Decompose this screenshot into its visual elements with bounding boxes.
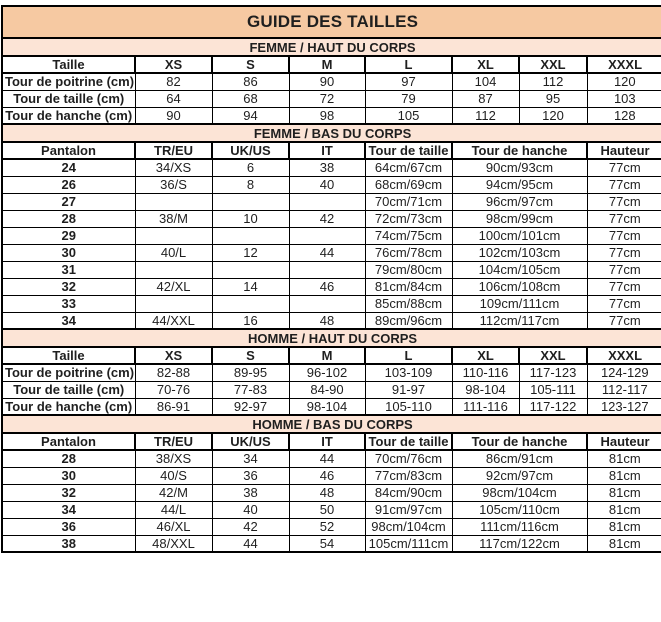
- value-cell: 90: [135, 107, 212, 124]
- value-cell: 77cm: [587, 193, 661, 210]
- value-cell: 77cm: [587, 295, 661, 312]
- value-cell: 89cm/96cm: [365, 312, 452, 329]
- value-cell: 92-97: [212, 398, 289, 415]
- value-cell: [289, 227, 365, 244]
- value-cell: 34/XS: [135, 159, 212, 176]
- value-cell: 96-102: [289, 364, 365, 381]
- column-header: Tour de taille: [365, 433, 452, 450]
- row-label: 26: [2, 176, 135, 193]
- value-cell: 79cm/80cm: [365, 261, 452, 278]
- row-label: 32: [2, 484, 135, 501]
- table-row: [2, 244, 661, 261]
- value-cell: 103-109: [365, 364, 452, 381]
- value-cell: 128: [587, 107, 661, 124]
- value-cell: 91cm/97cm: [365, 501, 452, 518]
- value-cell: 77cm: [587, 210, 661, 227]
- column-header: UK/US: [212, 142, 289, 159]
- value-cell: 44: [289, 450, 365, 467]
- row-label: 28: [2, 210, 135, 227]
- value-cell: 97: [365, 73, 452, 90]
- table-row: [2, 159, 661, 176]
- column-header: Tour de hanche: [452, 433, 587, 450]
- table-row: [2, 176, 661, 193]
- column-header: M: [289, 347, 365, 364]
- value-cell: 77cm: [587, 278, 661, 295]
- value-cell: 98cm/104cm: [365, 518, 452, 535]
- value-cell: 112: [519, 73, 587, 90]
- value-cell: 120: [519, 107, 587, 124]
- value-cell: 86cm/91cm: [452, 450, 587, 467]
- value-cell: 76cm/78cm: [365, 244, 452, 261]
- row-label: Tour de taille (cm): [2, 381, 135, 398]
- value-cell: 81cm/84cm: [365, 278, 452, 295]
- section-row-homme-bas: [2, 415, 661, 433]
- value-cell: 42: [289, 210, 365, 227]
- column-header: TR/EU: [135, 142, 212, 159]
- value-cell: 46/XL: [135, 518, 212, 535]
- size-guide-table: [1, 5, 661, 553]
- section-title-homme-haut: HOMME / HAUT DU CORPS: [2, 329, 661, 347]
- value-cell: 14: [212, 278, 289, 295]
- value-cell: 44: [212, 535, 289, 552]
- value-cell: 68cm/69cm: [365, 176, 452, 193]
- row-label: 31: [2, 261, 135, 278]
- row-label: 30: [2, 244, 135, 261]
- value-cell: 105cm/111cm: [365, 535, 452, 552]
- column-header: IT: [289, 433, 365, 450]
- value-cell: 77-83: [212, 381, 289, 398]
- value-cell: 82: [135, 73, 212, 90]
- table-row: [2, 450, 661, 467]
- value-cell: 84-90: [289, 381, 365, 398]
- value-cell: 77cm: [587, 261, 661, 278]
- column-header: Hauteur: [587, 433, 661, 450]
- column-header: XS: [135, 347, 212, 364]
- value-cell: 87: [452, 90, 519, 107]
- table-row: [2, 381, 661, 398]
- value-cell: [135, 261, 212, 278]
- row-label: 36: [2, 518, 135, 535]
- value-cell: 104: [452, 73, 519, 90]
- value-cell: 86: [212, 73, 289, 90]
- section-row-homme-haut: [2, 329, 661, 347]
- row-label: Tour de poitrine (cm): [2, 364, 135, 381]
- table-row: [2, 312, 661, 329]
- table-row: [2, 278, 661, 295]
- value-cell: 40/L: [135, 244, 212, 261]
- value-cell: 70cm/71cm: [365, 193, 452, 210]
- value-cell: 64: [135, 90, 212, 107]
- section-title-femme-bas: FEMME / BAS DU CORPS: [2, 124, 661, 142]
- row-label: 33: [2, 295, 135, 312]
- value-cell: 123-127: [587, 398, 661, 415]
- row-label: 32: [2, 278, 135, 295]
- row-label: Tour de poitrine (cm): [2, 73, 135, 90]
- value-cell: 77cm: [587, 176, 661, 193]
- size-guide-body: [2, 6, 661, 552]
- table-row: [2, 398, 661, 415]
- value-cell: 50: [289, 501, 365, 518]
- value-cell: 44: [289, 244, 365, 261]
- row-label: Tour de hanche (cm): [2, 107, 135, 124]
- value-cell: 46: [289, 467, 365, 484]
- value-cell: [135, 295, 212, 312]
- value-cell: 112cm/117cm: [452, 312, 587, 329]
- column-header: Taille: [2, 347, 135, 364]
- column-header: XXXL: [587, 347, 661, 364]
- value-cell: 38/M: [135, 210, 212, 227]
- column-header: IT: [289, 142, 365, 159]
- row-label: 34: [2, 312, 135, 329]
- value-cell: 92cm/97cm: [452, 467, 587, 484]
- section-row-femme-bas: [2, 124, 661, 142]
- value-cell: [289, 261, 365, 278]
- header-row-femme-haut: [2, 56, 661, 73]
- value-cell: 124-129: [587, 364, 661, 381]
- value-cell: [212, 295, 289, 312]
- value-cell: 102cm/103cm: [452, 244, 587, 261]
- column-header: Hauteur: [587, 142, 661, 159]
- value-cell: 48: [289, 484, 365, 501]
- value-cell: [135, 193, 212, 210]
- value-cell: 117-122: [519, 398, 587, 415]
- column-header: Taille: [2, 56, 135, 73]
- value-cell: 81cm: [587, 467, 661, 484]
- column-header: TR/EU: [135, 433, 212, 450]
- header-row-femme-bas: [2, 142, 661, 159]
- value-cell: 16: [212, 312, 289, 329]
- column-header: L: [365, 347, 452, 364]
- value-cell: 85cm/88cm: [365, 295, 452, 312]
- table-row: [2, 518, 661, 535]
- table-row: [2, 107, 661, 124]
- section-row-femme-haut: [2, 38, 661, 56]
- section-title-femme-haut: FEMME / HAUT DU CORPS: [2, 38, 661, 56]
- value-cell: 79: [365, 90, 452, 107]
- column-header: XXL: [519, 347, 587, 364]
- value-cell: 36: [212, 467, 289, 484]
- value-cell: 120: [587, 73, 661, 90]
- row-label: Tour de taille (cm): [2, 90, 135, 107]
- value-cell: 117-123: [519, 364, 587, 381]
- value-cell: 98cm/99cm: [452, 210, 587, 227]
- value-cell: 89-95: [212, 364, 289, 381]
- value-cell: 104cm/105cm: [452, 261, 587, 278]
- column-header: XXL: [519, 56, 587, 73]
- value-cell: 70-76: [135, 381, 212, 398]
- value-cell: 90: [289, 73, 365, 90]
- row-label: 27: [2, 193, 135, 210]
- value-cell: 110-116: [452, 364, 519, 381]
- row-label: 29: [2, 227, 135, 244]
- value-cell: 90cm/93cm: [452, 159, 587, 176]
- value-cell: 81cm: [587, 450, 661, 467]
- value-cell: 94cm/95cm: [452, 176, 587, 193]
- page-title: GUIDE DES TAILLES: [2, 6, 661, 38]
- value-cell: 34: [212, 450, 289, 467]
- value-cell: 40/S: [135, 467, 212, 484]
- column-header: Tour de hanche: [452, 142, 587, 159]
- value-cell: 77cm/83cm: [365, 467, 452, 484]
- column-header: S: [212, 56, 289, 73]
- value-cell: 77cm: [587, 227, 661, 244]
- value-cell: 77cm: [587, 312, 661, 329]
- value-cell: 105: [365, 107, 452, 124]
- value-cell: 81cm: [587, 501, 661, 518]
- value-cell: 96cm/97cm: [452, 193, 587, 210]
- column-header: Pantalon: [2, 433, 135, 450]
- value-cell: [212, 227, 289, 244]
- value-cell: 12: [212, 244, 289, 261]
- value-cell: 46: [289, 278, 365, 295]
- table-row: [2, 227, 661, 244]
- value-cell: 38/XS: [135, 450, 212, 467]
- value-cell: 68: [212, 90, 289, 107]
- row-label: 34: [2, 501, 135, 518]
- value-cell: 77cm: [587, 244, 661, 261]
- value-cell: 77cm: [587, 159, 661, 176]
- title-row: [2, 6, 661, 38]
- column-header: XS: [135, 56, 212, 73]
- value-cell: 48/XXL: [135, 535, 212, 552]
- table-row: [2, 467, 661, 484]
- value-cell: 100cm/101cm: [452, 227, 587, 244]
- value-cell: 86-91: [135, 398, 212, 415]
- value-cell: 42: [212, 518, 289, 535]
- value-cell: 98-104: [452, 381, 519, 398]
- value-cell: 70cm/76cm: [365, 450, 452, 467]
- value-cell: 112-117: [587, 381, 661, 398]
- value-cell: 8: [212, 176, 289, 193]
- value-cell: 48: [289, 312, 365, 329]
- table-row: [2, 193, 661, 210]
- value-cell: 54: [289, 535, 365, 552]
- column-header: UK/US: [212, 433, 289, 450]
- value-cell: 6: [212, 159, 289, 176]
- table-row: [2, 90, 661, 107]
- table-row: [2, 210, 661, 227]
- column-header: XL: [452, 347, 519, 364]
- row-label: 38: [2, 535, 135, 552]
- value-cell: [135, 227, 212, 244]
- value-cell: 94: [212, 107, 289, 124]
- value-cell: 44/L: [135, 501, 212, 518]
- value-cell: 81cm: [587, 518, 661, 535]
- value-cell: 98cm/104cm: [452, 484, 587, 501]
- table-row: [2, 73, 661, 90]
- value-cell: 105-110: [365, 398, 452, 415]
- column-header: L: [365, 56, 452, 73]
- value-cell: 91-97: [365, 381, 452, 398]
- value-cell: 81cm: [587, 535, 661, 552]
- table-row: [2, 295, 661, 312]
- value-cell: [289, 295, 365, 312]
- value-cell: 42/XL: [135, 278, 212, 295]
- value-cell: 105cm/110cm: [452, 501, 587, 518]
- value-cell: 72cm/73cm: [365, 210, 452, 227]
- value-cell: 105-111: [519, 381, 587, 398]
- row-label: 28: [2, 450, 135, 467]
- column-header: Tour de taille: [365, 142, 452, 159]
- value-cell: 103: [587, 90, 661, 107]
- value-cell: 82-88: [135, 364, 212, 381]
- value-cell: 52: [289, 518, 365, 535]
- value-cell: 117cm/122cm: [452, 535, 587, 552]
- value-cell: 42/M: [135, 484, 212, 501]
- column-header: S: [212, 347, 289, 364]
- row-label: 30: [2, 467, 135, 484]
- value-cell: 74cm/75cm: [365, 227, 452, 244]
- table-row: [2, 501, 661, 518]
- value-cell: 109cm/111cm: [452, 295, 587, 312]
- value-cell: 64cm/67cm: [365, 159, 452, 176]
- value-cell: 72: [289, 90, 365, 107]
- value-cell: 38: [212, 484, 289, 501]
- value-cell: 98-104: [289, 398, 365, 415]
- column-header: M: [289, 56, 365, 73]
- value-cell: 36/S: [135, 176, 212, 193]
- value-cell: 40: [289, 176, 365, 193]
- value-cell: 81cm: [587, 484, 661, 501]
- row-label: Tour de hanche (cm): [2, 398, 135, 415]
- value-cell: 44/XXL: [135, 312, 212, 329]
- value-cell: 95: [519, 90, 587, 107]
- table-row: [2, 261, 661, 278]
- value-cell: 111cm/116cm: [452, 518, 587, 535]
- value-cell: 10: [212, 210, 289, 227]
- row-label: 24: [2, 159, 135, 176]
- value-cell: 98: [289, 107, 365, 124]
- value-cell: 38: [289, 159, 365, 176]
- header-row-homme-haut: [2, 347, 661, 364]
- table-row: [2, 364, 661, 381]
- section-title-homme-bas: HOMME / BAS DU CORPS: [2, 415, 661, 433]
- header-row-homme-bas: [2, 433, 661, 450]
- value-cell: 84cm/90cm: [365, 484, 452, 501]
- column-header: Pantalon: [2, 142, 135, 159]
- value-cell: 112: [452, 107, 519, 124]
- value-cell: [212, 193, 289, 210]
- value-cell: [212, 261, 289, 278]
- value-cell: 40: [212, 501, 289, 518]
- column-header: XL: [452, 56, 519, 73]
- table-row: [2, 535, 661, 552]
- value-cell: 106cm/108cm: [452, 278, 587, 295]
- value-cell: [289, 193, 365, 210]
- table-row: [2, 484, 661, 501]
- value-cell: 111-116: [452, 398, 519, 415]
- column-header: XXXL: [587, 56, 661, 73]
